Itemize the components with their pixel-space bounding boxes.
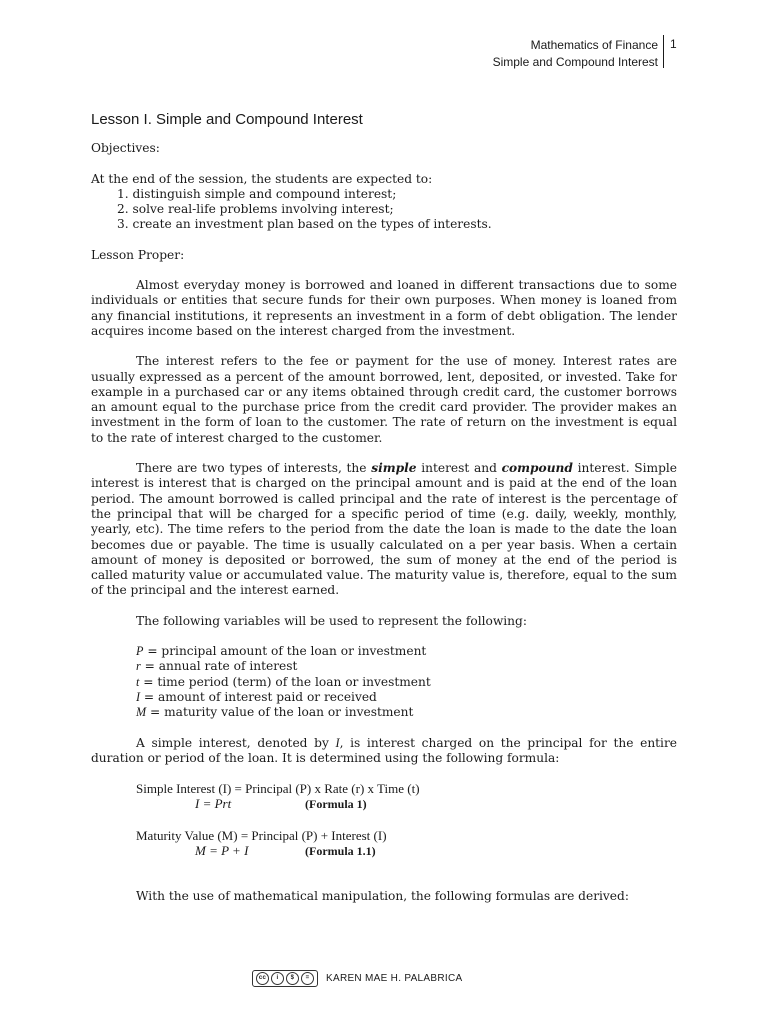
variables-list xyxy=(91,644,677,720)
formula-1-1-equation: M = P + I xyxy=(195,842,249,858)
variable-desc: = principal amount of the loan or investment xyxy=(143,644,427,659)
running-header xyxy=(493,37,658,71)
text-run: , is interest charged on the principal for the entire duration or period of the loan. It is determined using the following formula: xyxy=(91,735,677,765)
variable-symbol: I xyxy=(136,689,141,704)
paragraph-simple-interest xyxy=(91,736,677,767)
text-run: interest and xyxy=(416,461,502,476)
text-run: There are two types of interests, the xyxy=(136,461,372,476)
text-run: A simple interest, denoted by xyxy=(136,735,336,750)
variable-item xyxy=(136,675,677,690)
variables-intro: The following variables will be used to represent the following: xyxy=(136,613,527,628)
paragraph-types-of-interest xyxy=(91,461,677,599)
lesson-proper-heading: Lesson Proper: xyxy=(91,247,185,262)
variable-item xyxy=(136,644,677,659)
variable-item xyxy=(136,659,677,674)
variable-symbol: P xyxy=(136,644,144,659)
formula-1-1 xyxy=(91,843,677,859)
variable-symbol: r xyxy=(136,659,141,674)
formula-1-1-statement: Maturity Value (M) = Principal (P) + Interest (I) xyxy=(136,827,387,843)
objectives-intro: At the end of the session, the students are expected to: xyxy=(91,171,433,186)
term-compound: compound xyxy=(501,461,573,476)
objective-item: 3. create an investment plan based on the types of interests. xyxy=(117,217,492,232)
text-run: interest. Simple interest is interest that is charged on the principal amount and is paid at the end of the loan period. The amount borrowed is called principal and the rate of interest is the percentage of the principal that will be charged for a specific period of time (e.g. daily, weekly, monthly, yearly, etc). The time refers to the period from the date the loan is made to the date the loan becomes due or payable. The time is usually calculated on a per year basis. When a certain amount of money is deposited or borrowed, the sum of money at the end of the period is called maturity value or accumulated value. The maturity value is, therefore, equal to the sum of the principal and the interest earned. xyxy=(91,461,677,598)
variable-desc: = time period (term) of the loan or investment xyxy=(139,674,431,689)
page-footer xyxy=(252,970,462,987)
paragraph-intro: Almost everyday money is borrowed and loaned in different transactions due to some individuals or entities that secure funds for their own purposes. When money is loaned from any financial institutions, it represents an investment in a form of debt obligation. The lender acquires income based on the interest charged from the investment. xyxy=(91,278,677,338)
objective-item: 1. distinguish simple and compound interest; xyxy=(117,186,397,201)
variable-item xyxy=(136,705,677,720)
cc-license-icon: cc i $ = xyxy=(252,970,318,987)
formula-1 xyxy=(91,796,677,812)
document-body xyxy=(91,112,677,905)
formula-1-equation: I = Prt xyxy=(195,796,232,812)
objectives-list xyxy=(91,187,677,233)
variable-item xyxy=(136,690,677,705)
objectives-heading: Objectives: xyxy=(91,141,160,156)
author-name: KAREN MAE H. PALABRICA xyxy=(326,973,463,984)
formula-1-statement: Simple Interest (I) = Principal (P) x Rate (r) x Time (t) xyxy=(136,781,420,797)
variable-symbol: t xyxy=(136,674,140,689)
variable-desc: = annual rate of interest xyxy=(140,659,298,674)
header-subject: Mathematics of Finance xyxy=(530,38,658,52)
lesson-title: Lesson I. Simple and Compound Interest xyxy=(91,111,363,128)
header-divider xyxy=(663,35,664,68)
variable-symbol: M xyxy=(136,705,147,720)
variable-symbol: I xyxy=(335,735,340,750)
variable-desc: = amount of interest paid or received xyxy=(140,689,377,704)
header-topic: Simple and Compound Interest xyxy=(492,55,658,69)
paragraph-interest-definition: The interest refers to the fee or payment for the use of money. Interest rates are usually expressed as a percent of the amount borrowed, lent, deposited, or invested. Take for example in a purchased car or any items obtained through credit card, the customer borrows an amount equal to the purchase price from the credit card provider. The provider makes an investment in the form of loan to the customer. The rate of return on the investment is equal to the rate of interest charged to the customer. xyxy=(91,354,677,445)
formula-1-label: (Formula 1) xyxy=(305,797,367,812)
objective-item: 2. solve real-life problems involving interest; xyxy=(117,202,394,217)
derived-formulas-intro: With the use of mathematical manipulation, the following formulas are derived: xyxy=(136,889,629,904)
page-number: 1 xyxy=(670,37,677,51)
term-simple: simple xyxy=(371,461,417,476)
formula-1-1-label: (Formula 1.1) xyxy=(305,843,376,858)
variable-desc: = maturity value of the loan or investment xyxy=(146,705,414,720)
